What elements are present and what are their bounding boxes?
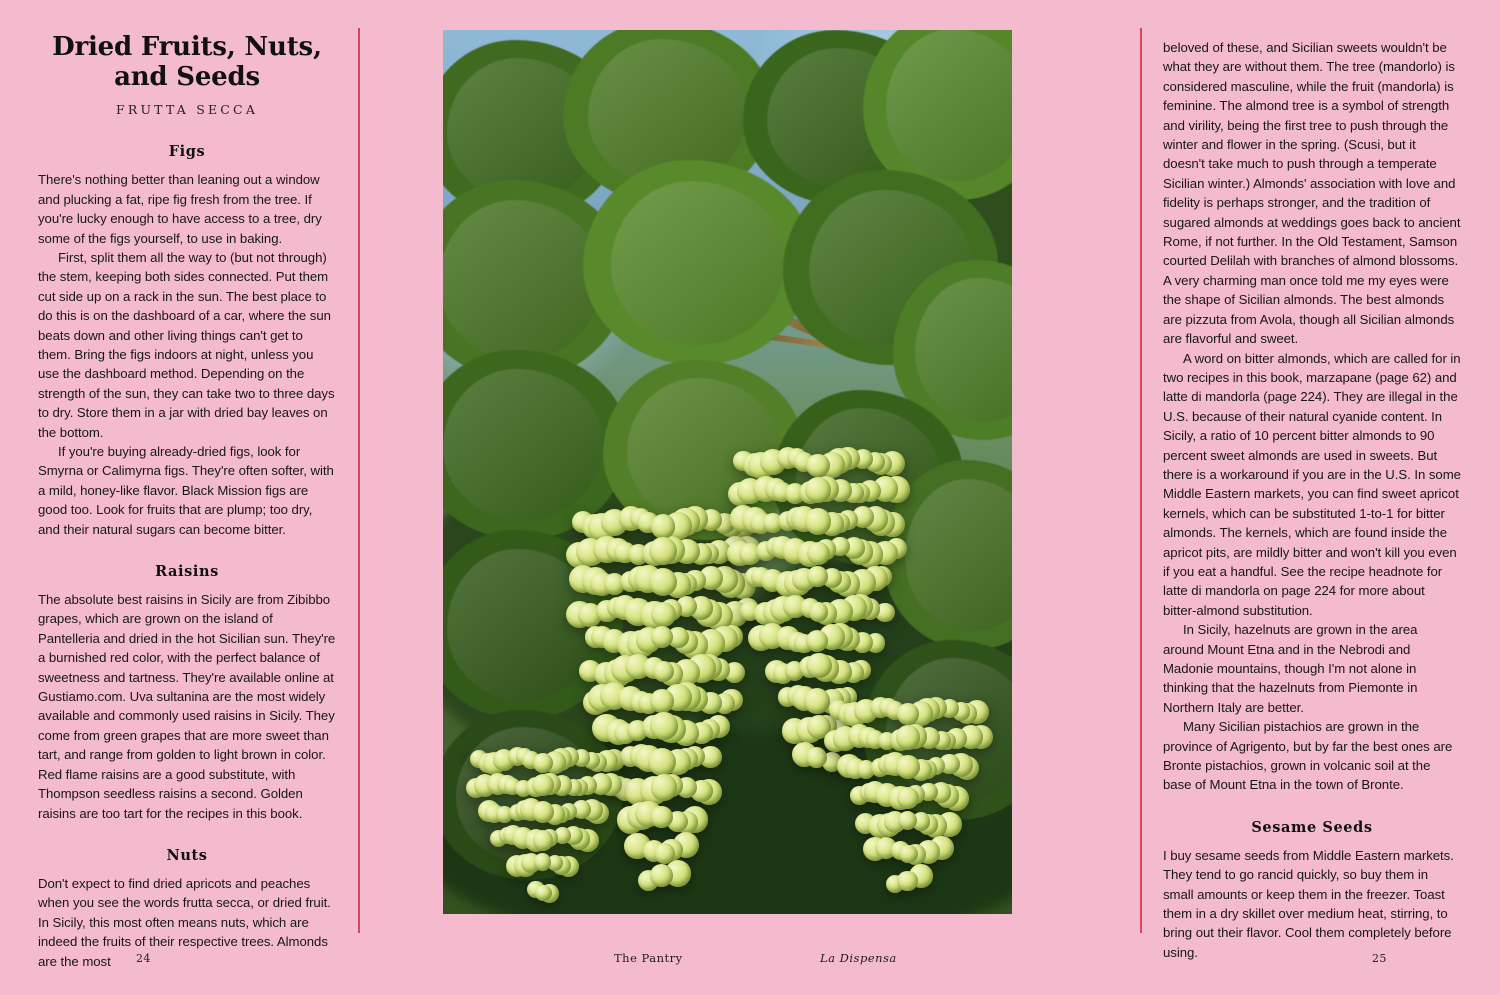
running-head-left: The Pantry	[614, 951, 683, 965]
page-number-left: 24	[136, 952, 151, 965]
chapter-subtitle: FRUTTA SECCA	[115, 102, 259, 118]
paragraph: If you're buying already-dried figs, look for Smyrna or Calimyrna figs. They're often softer, with a mild, honey-like flavor. Black Mission figs are good too. Look for fruits that are plump; too dry, and their natural sugars can become bitter.	[38, 444, 334, 537]
chapter-title: Dried Fruits, Nuts, and Seeds	[52, 32, 322, 93]
section-heading-raisins: Raisins	[155, 563, 219, 581]
grape-cluster	[843, 700, 973, 890]
section-heading-sesame-seeds: Sesame Seeds	[1251, 818, 1373, 836]
column-rule-left	[358, 28, 360, 933]
running-head-right: La Dispensa	[820, 951, 897, 965]
paragraph: First, split them all the way to (but not through) the stem, keeping both sides connected. Put them cut side up on a rack in the sun. The best place to do this is on the dashboard of a car, where the sun beats down and other living things can't get to them. Bring the figs indoors at night, unless you use the dashboard method. Depending on the strength of the sun, they can take two to three days to dry. Store them in a jar with dried bay leaves on the bottom.	[38, 249, 335, 440]
paragraph: The absolute best raisins in Sicily are from Zibibbo grapes, which are grown on the island of Pantelleria and dried in the hot Sicilian sun. They're a burnished red color, with the perfect balance of sweetness and tartness. They're available online at Gustiamo.com. Uva sultanina are the most widely available and commonly used raisins in Sicily. They come from green grapes that are more sweet than tart, and range from golden to light brown in color. Red flame raisins are a good substitute, with Thompson seedless raisins a second. Golden raisins are too tart for the recipes in this book.	[38, 592, 336, 821]
paragraph: I buy sesame seeds from Middle Eastern markets. They tend to go rancid quickly, so buy them in small amounts or keep them in the freezer. Toast them in a dry skillet over medium heat, stirring, to bring out their flavor. Cool them completely before using.	[1163, 847, 1454, 960]
paragraph: beloved of these, and Sicilian sweets wouldn't be what they are without them. The tree (mandorlo) is considered masculine, while the fruit (mandorla) is feminine. The almond tree is a symbol of strength and virility, being the first tree to push through the winter and flower in the spring. (Scusi, but it doesn't take much to push through a temperate Sicilian winter.) Almonds' association with love and fidelity is perhaps stronger, and the tradition of sugared almonds at weddings goes back to ancient Rome, if not further. In the Old Testament, Samson courted Delilah with branches of almond blossoms. A very charming man once told me my eyes were the shape of Sicilian almonds. The best almonds are pizzuta from Avola, though all Sicilian almonds are flavorful and sweet.	[1163, 40, 1461, 347]
column-rule-right	[1140, 28, 1142, 933]
grape-leaf	[583, 160, 813, 365]
photo-canvas	[443, 30, 1012, 914]
grape-cluster	[583, 510, 743, 890]
paragraph: Many Sicilian pistachios are grown in the province of Agrigento, but by far the best ones are Bronte pistachios, grown in volcanic soil at the base of Mount Etna in the town of Bronte.	[1163, 719, 1453, 793]
left-page-column	[38, 32, 336, 971]
paragraph: In Sicily, hazelnuts are grown in the area around Mount Etna and in the Nebrodi and Madonie mountains, though I'm not alone in thinking that the hazelnuts from Piemonte in Northern Italy are better.	[1163, 622, 1418, 715]
paragraph: There's nothing better than leaning out a window and plucking a fat, ripe fig fresh from the tree. If you're lucky enough to have access to a tree, dry some of the figs yourself, to use in baking.	[38, 172, 322, 246]
section-heading-figs: Figs	[168, 143, 206, 161]
section-heading-nuts: Nuts	[166, 846, 208, 864]
right-page-column	[1163, 38, 1461, 962]
paragraph: A word on bitter almonds, which are called for in two recipes in this book, marzapane (page 62) and latte di mandorla (page 224). They are illegal in the U.S. because of their natural cyanide content. In Sicily, a ratio of 10 percent bitter almonds to 90 percent sweet almonds are used in sweets. But there is a workaround if you are in the U.S. In some Middle Eastern markets, you can find sweet apricot kernels, which can be substituted 1-to-1 for bitter almonds. The kernels, which are found inside the apricot pits, are mildly bitter and won't kill you even if you eat a handful. See the recipe headnote for latte di mandorla on page 224 for more about bitter-almond substitution.	[1163, 350, 1461, 618]
grape-vine-photograph	[443, 30, 1012, 914]
paragraph: Don't expect to find dried apricots and peaches when you see the words frutta secca, or dried fruit. In Sicily, this most often means nuts, which are indeed the fruits of their respective trees. Almonds are the most	[38, 875, 331, 969]
page-number-right: 25	[1372, 952, 1387, 965]
grape-cluster	[483, 750, 603, 900]
